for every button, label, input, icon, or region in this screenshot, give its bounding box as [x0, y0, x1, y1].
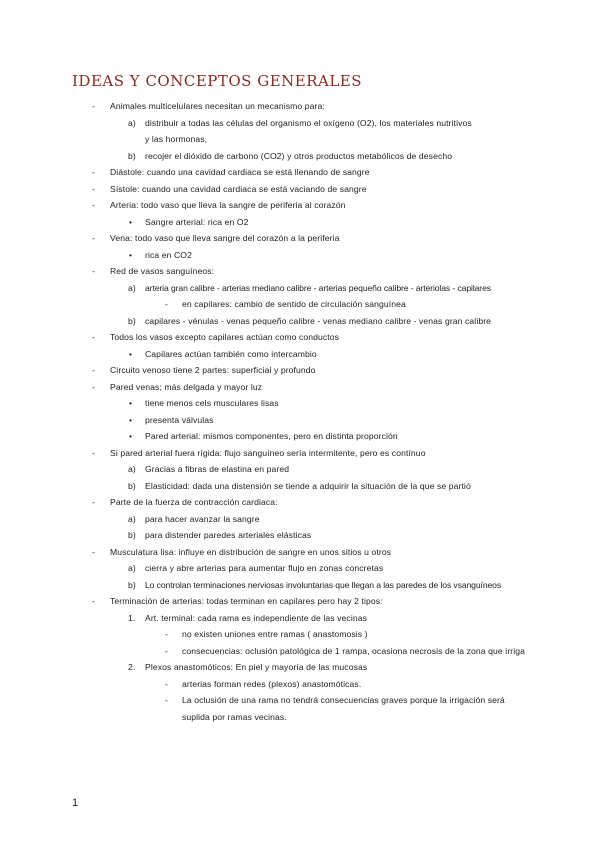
list-item-text: La oclusión de una rama no tendrá consecuencias graves porque la irrigación será suplida por ramas vecinas. — [182, 695, 505, 722]
dash-marker: - — [92, 546, 95, 557]
list-item — [0, 527, 600, 544]
list-item-text: Capilares actúan también como intercambio — [145, 348, 317, 359]
list-item-text: Todos los vasos excepto capilares actúan como conductos — [110, 332, 340, 342]
list-item-text: Sangre arterial: rica en O2 — [145, 216, 249, 227]
list-item-text: Lo controlan terminaciones nerviosas involuntarias que llegan a las paredes de los vsanguíneos — [145, 579, 502, 590]
dash-marker: - — [92, 200, 95, 210]
dash-marker: - — [92, 233, 95, 243]
list-item-text: Arteria: todo vaso que lleva la sangre de periferia al corazón — [110, 200, 346, 210]
letter-marker: b) — [128, 315, 136, 326]
list-item — [0, 560, 600, 577]
list-item-text: para hacer avanzar la sangre — [145, 513, 260, 524]
list-item-text: Art. terminal: cada rama es independiente de las vecinas — [145, 612, 367, 623]
list-item — [0, 346, 600, 363]
dash-marker: - — [92, 447, 95, 458]
list-item — [0, 379, 600, 396]
list-item-text: recojer el dióxido de carbono (CO2) y otros productos metabólicos de desecho — [145, 150, 453, 161]
list-item-text: Diástole: cuando una cavidad cardiaca se está llenando de sangre — [110, 167, 370, 177]
list-item — [0, 593, 600, 610]
letter-marker: a) — [128, 117, 136, 128]
list-item-text: para distender paredes arteriales elásticas — [145, 530, 312, 540]
list-item-text: Plexos anastomóticos: En piel y mayoría de las mucosas — [145, 662, 368, 672]
list-item — [0, 395, 600, 412]
list-item — [0, 494, 600, 511]
page-number: 1 — [72, 797, 79, 809]
number-marker: 1. — [128, 612, 136, 623]
list-item-text: Vena: todo vaso que lleva sangre del corazón a la periferia — [110, 233, 340, 243]
list-item — [0, 577, 600, 594]
list-item-text: Sístole: cuando una cavidad cardiaca se está vaciando de sangre — [110, 183, 367, 194]
list-item-text: arteria gran calibre - arterias mediano calibre - arterias pequeño calibre - arteriolas - capilares — [145, 282, 491, 293]
list-item-text: Terminación de arterias: todas terminan en capilares pero hay 2 tipos: — [110, 596, 383, 606]
dash-marker: - — [92, 266, 95, 276]
list-item — [0, 626, 600, 643]
list-item — [0, 296, 600, 313]
list-item-text: distribuir a todas las células del organismo el oxígeno (O2), los materiales nutritivos y las hormonas, — [145, 117, 472, 144]
list-item-text: cierra y abre arterias para aumentar flujo en zonas concretas — [145, 563, 384, 573]
dash-marker: - — [92, 167, 95, 177]
list-item — [0, 511, 600, 528]
bullet-marker: • — [129, 348, 133, 359]
dash-marker: - — [165, 695, 168, 705]
list-item — [0, 445, 600, 462]
list-item-text: no existen uniones entre ramas ( anastomosis ) — [182, 629, 368, 639]
bullet-marker: • — [129, 216, 133, 227]
list-item — [0, 412, 600, 429]
bullet-marker: • — [129, 431, 133, 441]
list-item-text: Circuito venoso tiene 2 partes: superficial y profundo — [110, 365, 316, 375]
list-item-text: Elasticidad: dada una distensión se tiende a adquirir la situación de la que se partió — [145, 480, 471, 491]
letter-marker: b) — [128, 150, 136, 161]
list-item — [0, 428, 600, 445]
dash-marker: - — [92, 332, 95, 342]
list-item — [0, 148, 600, 165]
list-item-text: Si pared arterial fuera rígida: flujo sanguíneo sería intermitente, pero es contínuo — [110, 447, 426, 458]
list-item — [0, 247, 600, 264]
list-item — [0, 692, 600, 725]
list-item-text: arterias forman redes (plexos) anastomóticas. — [182, 678, 362, 689]
bullet-marker: • — [129, 414, 133, 425]
letter-marker: a) — [128, 464, 136, 474]
list-item-text: Gracias a fibras de elastina en pared — [145, 464, 290, 474]
list-item-text: Parte de la fuerza de contracción cardiaca: — [110, 497, 278, 507]
list-item — [0, 115, 600, 148]
list-item-text: consecuencias: oclusión patológica de 1 rampa, ocasiona necrosis de la zona que irriga — [182, 645, 526, 656]
outline-list — [0, 98, 600, 725]
list-item-text: Animales multicelulares necesitan un mecanismo para: — [110, 101, 325, 111]
letter-marker: b) — [128, 530, 136, 540]
list-item — [0, 98, 600, 115]
page-title: IDEAS Y CONCEPTOS GENERALES — [72, 72, 363, 90]
list-item — [0, 164, 600, 181]
list-item-text: tiene menos cels musculares lisas — [145, 398, 279, 408]
list-item-text: capilares - vénulas - venas pequeño calibre - venas mediano calibre - venas gran calibre — [145, 315, 492, 326]
list-item — [0, 610, 600, 627]
list-item — [0, 643, 600, 660]
list-item — [0, 214, 600, 231]
list-item — [0, 181, 600, 198]
list-item — [0, 329, 600, 346]
dash-marker: - — [165, 645, 168, 656]
letter-marker: a) — [128, 563, 136, 573]
list-item — [0, 263, 600, 280]
list-item-text: en capilares: cambio de sentido de circulación sanguínea — [182, 299, 406, 309]
bullet-marker: • — [129, 398, 133, 408]
list-item-text: Pared venas; más delgada y mayor luz — [110, 381, 263, 392]
list-item — [0, 197, 600, 214]
list-item-text: rica en CO2 — [145, 249, 192, 260]
dash-marker: - — [92, 596, 95, 606]
list-item — [0, 230, 600, 247]
dash-marker: - — [165, 299, 168, 309]
list-item — [0, 478, 600, 495]
list-item — [0, 659, 600, 676]
list-item-text: Musculatura lisa: influye en distribución de sangre en unos sitios u otros — [110, 546, 392, 557]
letter-marker: b) — [128, 480, 136, 491]
dash-marker: - — [165, 629, 168, 639]
dash-marker: - — [92, 381, 95, 392]
number-marker: 2. — [128, 662, 136, 672]
dash-marker: - — [92, 101, 95, 111]
dash-marker: - — [92, 183, 95, 194]
list-item — [0, 280, 600, 297]
list-item-text: Pared arterial: mismos componentes, pero en distinta proporción — [145, 431, 398, 441]
list-item-text: Red de vasos sanguíneos: — [110, 266, 215, 276]
dash-marker: - — [92, 497, 95, 507]
dash-marker: - — [165, 678, 168, 689]
list-item — [0, 461, 600, 478]
list-item — [0, 362, 600, 379]
list-item — [0, 676, 600, 693]
bullet-marker: • — [129, 249, 133, 260]
letter-marker: b) — [128, 579, 136, 590]
list-item — [0, 544, 600, 561]
list-item — [0, 313, 600, 330]
list-item-text: presenta válvulas — [145, 414, 214, 425]
dash-marker: - — [92, 365, 95, 375]
letter-marker: a) — [128, 282, 136, 293]
letter-marker: a) — [128, 513, 136, 524]
